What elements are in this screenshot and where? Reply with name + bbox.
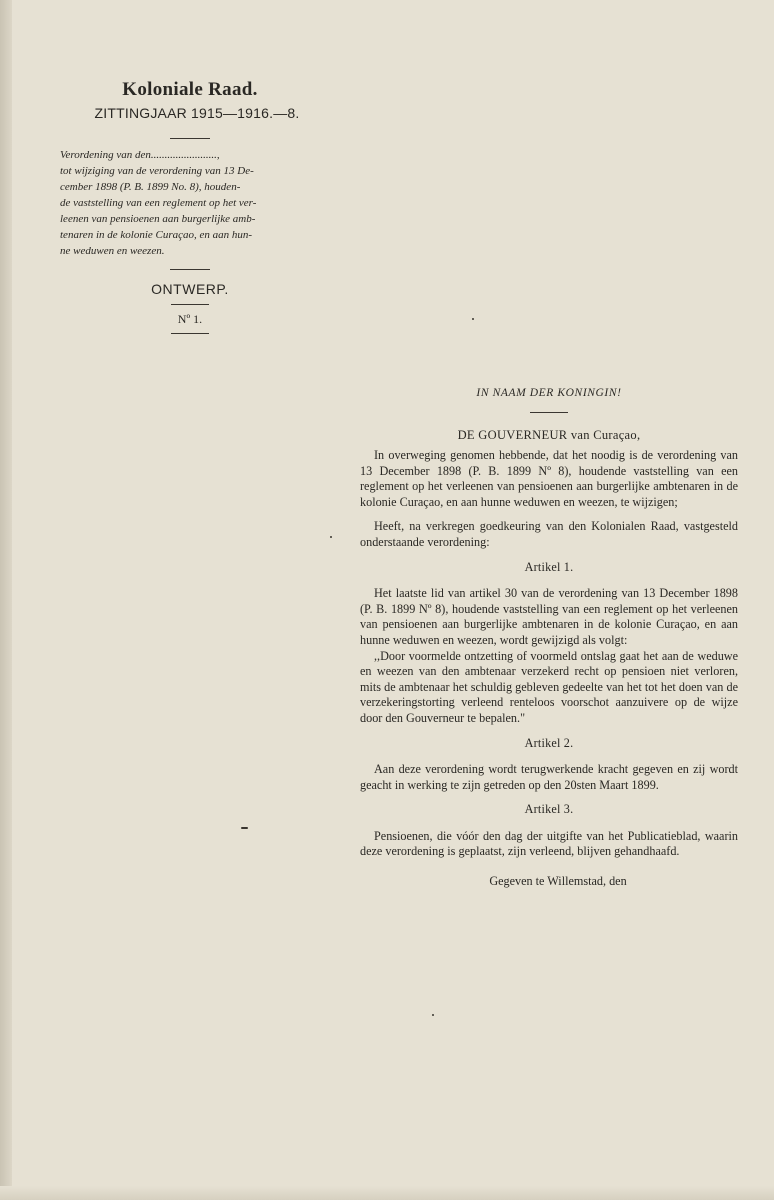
decree-body bbox=[360, 385, 738, 890]
article-text: Het laatste lid van artikel 30 van de verordening van 13 December 1898 (P. B. 1899 Nº 8), houdende vaststelling van een reglement op het verleenen van pensioenen aan burgerlijke ambtenaren in de kolonie Curaçao, en aan hunne weduwen en weezen, wordt gewijzigd als volgt: bbox=[360, 586, 738, 647]
page-binding-edge bbox=[0, 0, 12, 1200]
summary-line: leenen van pensioenen aan burgerlijke amb- bbox=[60, 213, 256, 225]
divider bbox=[170, 269, 210, 270]
paper-speck bbox=[241, 827, 248, 829]
divider bbox=[171, 304, 209, 305]
page-bottom-shadow bbox=[0, 1186, 774, 1200]
divider bbox=[170, 138, 210, 139]
summary-line: ne weduwen en weezen. bbox=[60, 245, 165, 257]
closing-line: Gegeven te Willemstad, den bbox=[489, 874, 627, 889]
council-title: Koloniale Raad. bbox=[122, 79, 258, 100]
article-quote: ,,Door voormelde ontzetting of voormeld ontslag gaat het aan de weduwe en weezen van den ambtenaar verzekerd recht op pensioen niet verloren, mits de ambtenaar het schuldig gebleven gedeelte van het tot het doen van de verzekeringstorting verleend renteloos voorschot aanzuivere op de wijze door den Gouverneur te bepalen." bbox=[360, 648, 738, 725]
divider bbox=[530, 412, 568, 413]
article-text: Pensioenen, die vóór den dag der uitgifte van het Publicatieblad, waarin deze verordening is geplaatst, zijn verleend, blijven gehandhaafd. bbox=[360, 828, 738, 859]
paper-speck bbox=[472, 318, 474, 320]
summary-line: tenaren in de kolonie Curaçao, en aan hun- bbox=[60, 229, 253, 241]
article-heading: Artikel 1. bbox=[524, 559, 574, 574]
ordinance-summary bbox=[60, 147, 320, 259]
issuer: DE GOUVERNEUR van Curaçao, bbox=[457, 428, 641, 442]
enactment: Heeft, na verkregen goedkeuring van den Kolonialen Raad, vastgesteld onderstaande verordening: bbox=[360, 519, 738, 549]
summary-line: tot wijziging van de verordening van 13 De- bbox=[60, 165, 254, 177]
article-text: Aan deze verordening wordt terugwerkende kracht gegeven en zij wordt geacht in werking te zijn getreden op den 20sten Maart 1899. bbox=[360, 762, 738, 792]
preamble: In overweging genomen hebbende, dat het noodig is de verordening van 13 December 1898 (P. B. 1899 Nº 8), houdende vaststelling van een reglement op het verleenen van pensioenen aan burgerlijke ambtenaren in de kolonie Curaçao, en aan hunne weduwen en weezen, te wijzigen; bbox=[360, 448, 738, 509]
left-column bbox=[60, 78, 320, 334]
invocation: IN NAAM DER KONINGIN! bbox=[476, 387, 622, 399]
draft-label: ONTWERP. bbox=[151, 281, 229, 297]
article-heading: Artikel 3. bbox=[524, 802, 574, 817]
paper-speck bbox=[432, 1014, 434, 1016]
summary-line: cember 1898 (P. B. 1899 No. 8), houden- bbox=[60, 181, 241, 193]
session-year: ZITTINGJAAR 1915—1916.—8. bbox=[94, 105, 300, 121]
paper-speck bbox=[330, 536, 332, 538]
summary-line: Verordening van den........................, bbox=[60, 149, 220, 161]
summary-line: de vaststelling van een reglement op het ver- bbox=[60, 197, 257, 209]
draft-number: Nº 1. bbox=[177, 312, 203, 326]
article-heading: Artikel 2. bbox=[524, 735, 574, 750]
divider bbox=[171, 333, 209, 334]
